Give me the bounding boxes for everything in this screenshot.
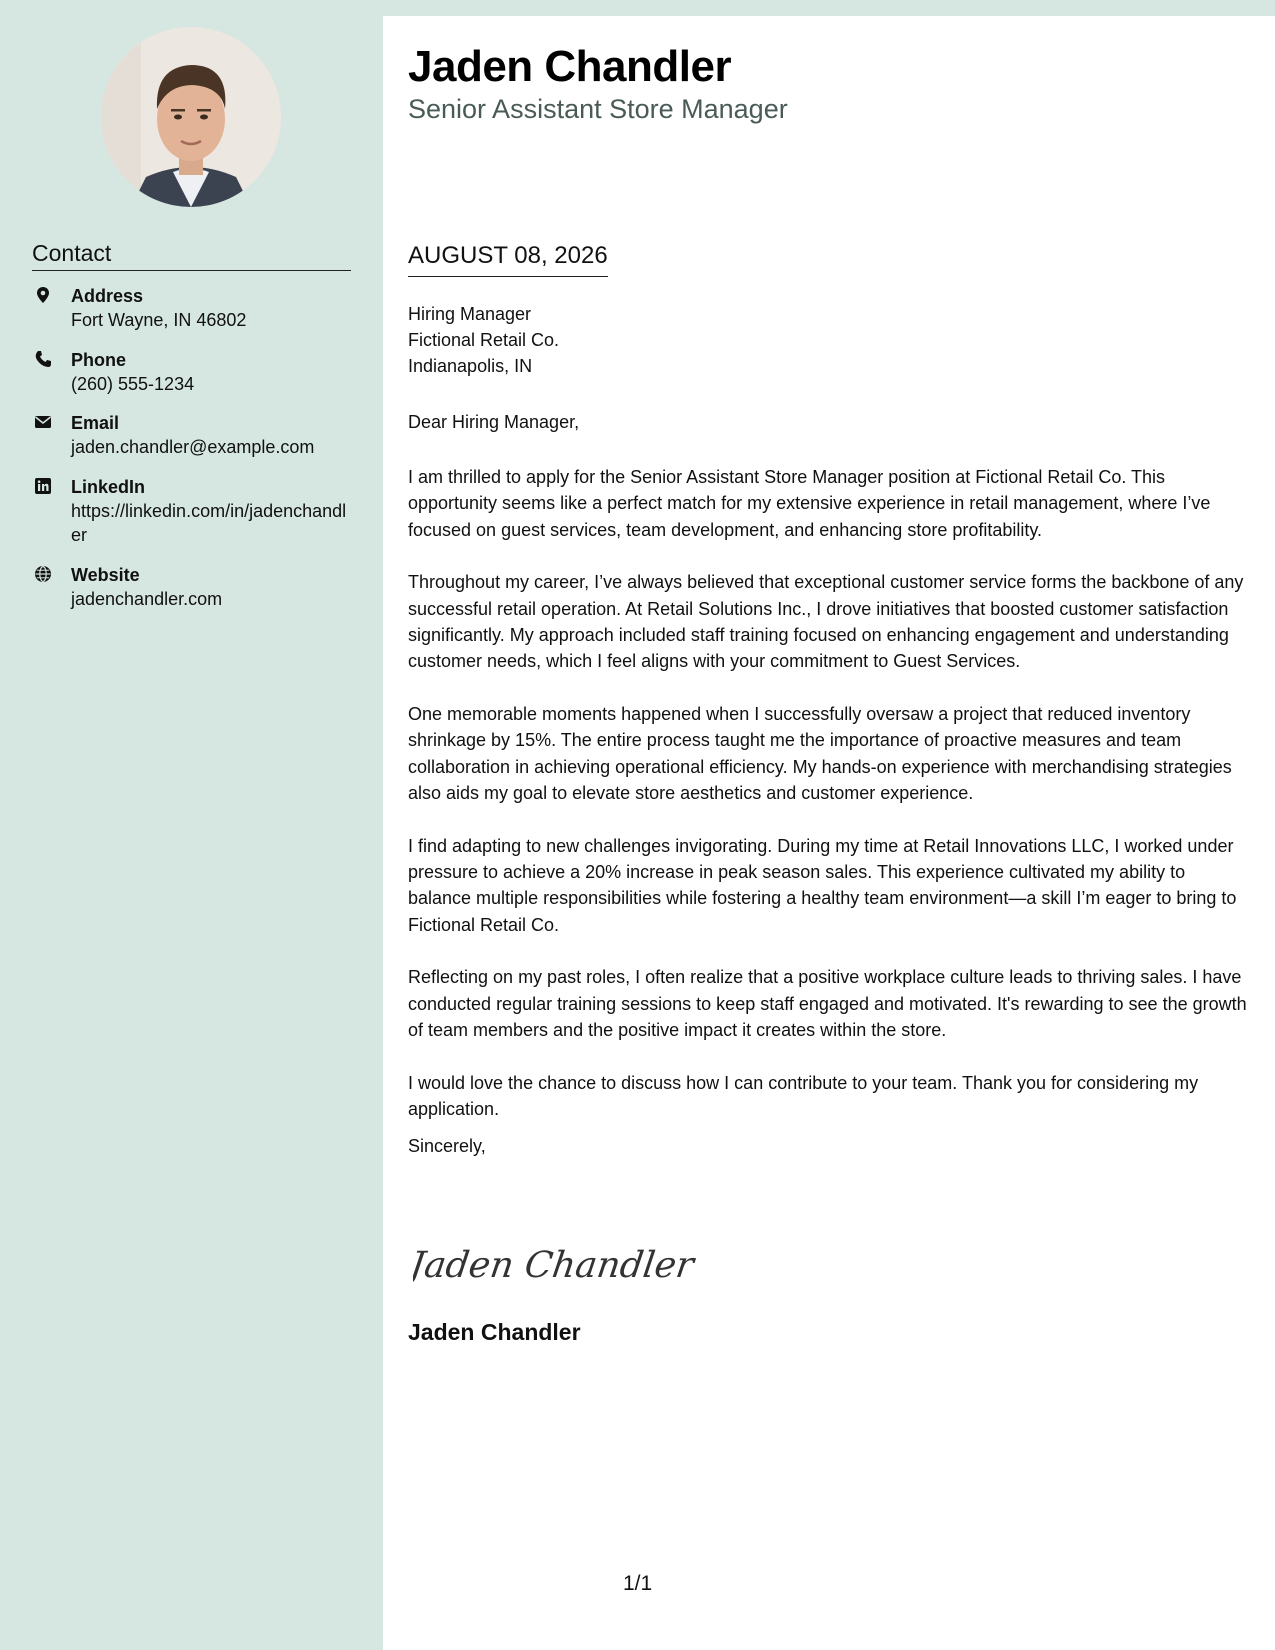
applicant-name: Jaden Chandler [408, 42, 732, 91]
recipient-line: Hiring Manager [408, 304, 532, 324]
profile-photo [101, 27, 281, 207]
sidebar [0, 0, 383, 1650]
body-paragraph: Throughout my career, I’ve always believed that exceptional customer service forms the backbone of any successful retail operation. At Retail Solutions Inc., I drove initiatives that boosted customer satisfaction significantly. My approach included staff training focused on enhancing engagement and understanding customer needs, which I feel aligns with your commitment to Guest Services. [408, 572, 1244, 672]
handwritten-signature [413, 1231, 713, 1301]
linkedin-label: LinkedIn [71, 477, 146, 497]
recipient-block [408, 301, 559, 379]
website-value[interactable]: jadenchandler.com [71, 589, 223, 609]
linkedin-icon [34, 477, 52, 495]
phone-value: (260) 555-1234 [71, 374, 195, 394]
email-label: Email [71, 413, 120, 433]
email-value[interactable]: jaden.chandler@example.com [71, 437, 315, 457]
globe-icon [34, 565, 52, 583]
envelope-icon [34, 413, 52, 431]
linkedin-value[interactable]: https://linkedin.com/in/jadenchandler [71, 501, 347, 545]
website-label: Website [71, 565, 140, 585]
letter-date: AUGUST 08, 2026 [408, 242, 608, 277]
contact-heading: Contact [32, 240, 351, 271]
body-paragraph: I would love the chance to discuss how I can contribute to your team. Thank you for considering my application. [408, 1072, 1199, 1120]
applicant-title: Senior Assistant Store Manager [408, 94, 788, 124]
location-pin-icon [34, 286, 52, 304]
recipient-line: Indianapolis, IN [408, 356, 533, 376]
address-label: Address [71, 286, 144, 306]
closing: Sincerely, [408, 1136, 486, 1156]
address-value: Fort Wayne, IN 46802 [71, 310, 247, 330]
signature-text: Jaden Chandler [413, 1243, 697, 1286]
body-paragraph: I am thrilled to apply for the Senior Assistant Store Manager position at Fictional Retail Co. This opportunity seems like a perfect match for my extensive experience in retail management, where I’ve focused on guest services, team development, and enhancing store profitability. [408, 467, 1211, 540]
body-paragraph: Reflecting on my past roles, I often realize that a positive workplace culture leads to thriving sales. I have conducted regular training sessions to keep staff engaged and motivated. It's rewarding to see the growth of team members and the positive impact it creates within the store. [408, 967, 1247, 1041]
letter-main [383, 16, 1275, 1650]
salutation: Dear Hiring Manager, [408, 412, 580, 432]
body-paragraph: One memorable moments happened when I successfully oversaw a project that reduced inventory shrinkage by 15%. The entire process taught me the importance of proactive measures and team collaboration in achieving operational efficiency. My hands-on experience with merchandising strategies also aids my goal to elevate store aesthetics and customer experience. [408, 704, 1232, 803]
phone-label: Phone [71, 350, 127, 370]
letter-body [408, 464, 1250, 1149]
body-paragraph: I find adapting to new challenges invigorating. During my time at Retail Innovations LLC, I worked under pressure to achieve a 20% increase in peak season sales. This experience cultivated my ability to balance multiple responsibilities while fostering a healthy team environment—a skill I’m eager to bring to Fictional Retail Co. [408, 835, 1237, 935]
recipient-line: Fictional Retail Co. [408, 330, 560, 350]
page-number: 1/1 [623, 1572, 653, 1595]
phone-icon [34, 350, 52, 368]
signer-name: Jaden Chandler [408, 1319, 581, 1345]
